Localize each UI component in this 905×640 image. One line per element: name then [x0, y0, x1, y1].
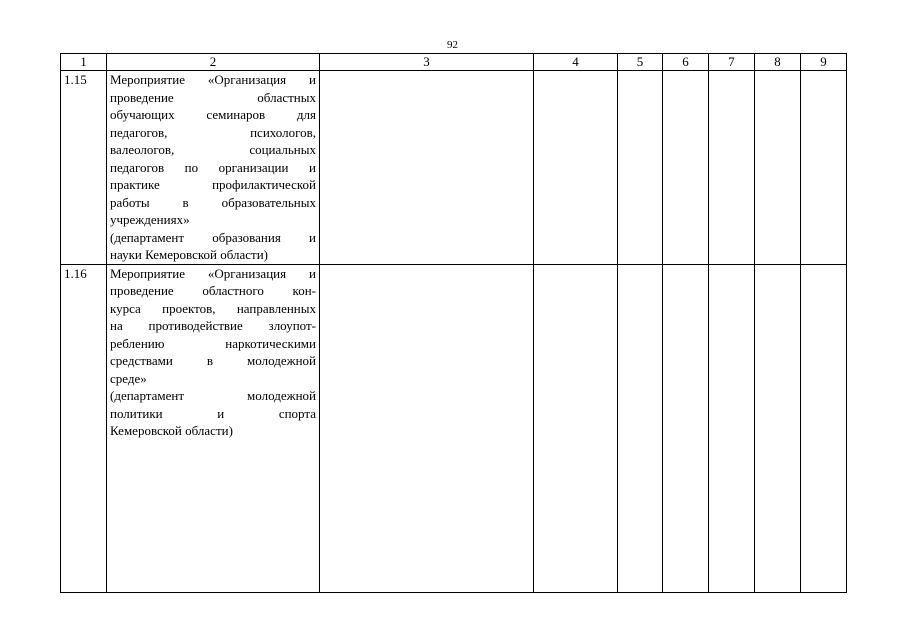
row-description [107, 71, 320, 265]
column-header-6: 6 [663, 54, 709, 71]
description-line: Кемеровской области) [110, 423, 233, 438]
cell-col-7 [709, 71, 755, 265]
cell-col-6 [663, 264, 709, 593]
description-line: обучающих семинаров для [110, 107, 316, 122]
description-line: проведение областных [110, 89, 316, 105]
description-line: (департамент образования и [110, 229, 316, 245]
cell-col-8 [755, 264, 801, 593]
cell-col-3 [320, 264, 534, 593]
description-line: проведение областного кон- [110, 283, 316, 298]
cell-col-4 [534, 264, 618, 593]
column-header-2: 2 [107, 54, 320, 71]
description-line: Мероприятие «Организация и [110, 72, 316, 87]
cell-col-7 [709, 264, 755, 593]
cell-col-6 [663, 71, 709, 265]
description-line: среде» [110, 370, 147, 386]
description-line: валеологов, социальных [110, 142, 316, 157]
cell-col-8 [755, 71, 801, 265]
table-row [61, 264, 847, 593]
description-line: педагогов, психологов, [110, 124, 316, 140]
description-line: практике профилактической [110, 177, 316, 192]
description-line: науки Кемеровской области) [110, 247, 269, 262]
description-line: реблению наркотическими [110, 335, 316, 351]
description-line: педагогов по организации и [110, 159, 316, 175]
description-line: политики и спорта [110, 405, 316, 421]
column-header-4: 4 [534, 54, 618, 71]
row-description [107, 264, 320, 593]
cell-col-9 [801, 264, 847, 593]
cell-col-5 [618, 71, 663, 265]
cell-col-4 [534, 71, 618, 265]
page-number: 92 [447, 39, 458, 51]
description-line: курса проектов, направленных [110, 300, 316, 316]
table-header-row [61, 54, 847, 71]
column-header-9: 9 [801, 54, 847, 71]
description-line: учреждениях» [110, 212, 190, 227]
description-line: работы в образовательных [110, 194, 316, 210]
document-table [60, 53, 847, 593]
column-header-1: 1 [61, 54, 107, 71]
cell-col-9 [801, 71, 847, 265]
column-header-8: 8 [755, 54, 801, 71]
column-header-7: 7 [709, 54, 755, 71]
row-number: 1.15 [61, 71, 107, 265]
description-line: средствами в молодежной [110, 353, 316, 368]
cell-col-5 [618, 264, 663, 593]
column-header-3: 3 [320, 54, 534, 71]
description-line: Мероприятие «Организация и [110, 265, 316, 281]
cell-col-3 [320, 71, 534, 265]
description-line: на противодействие злоупот- [110, 318, 316, 333]
column-header-5: 5 [618, 54, 663, 71]
description-line: (департамент молодежной [110, 388, 316, 403]
table-row [61, 71, 847, 265]
row-number: 1.16 [61, 264, 107, 593]
